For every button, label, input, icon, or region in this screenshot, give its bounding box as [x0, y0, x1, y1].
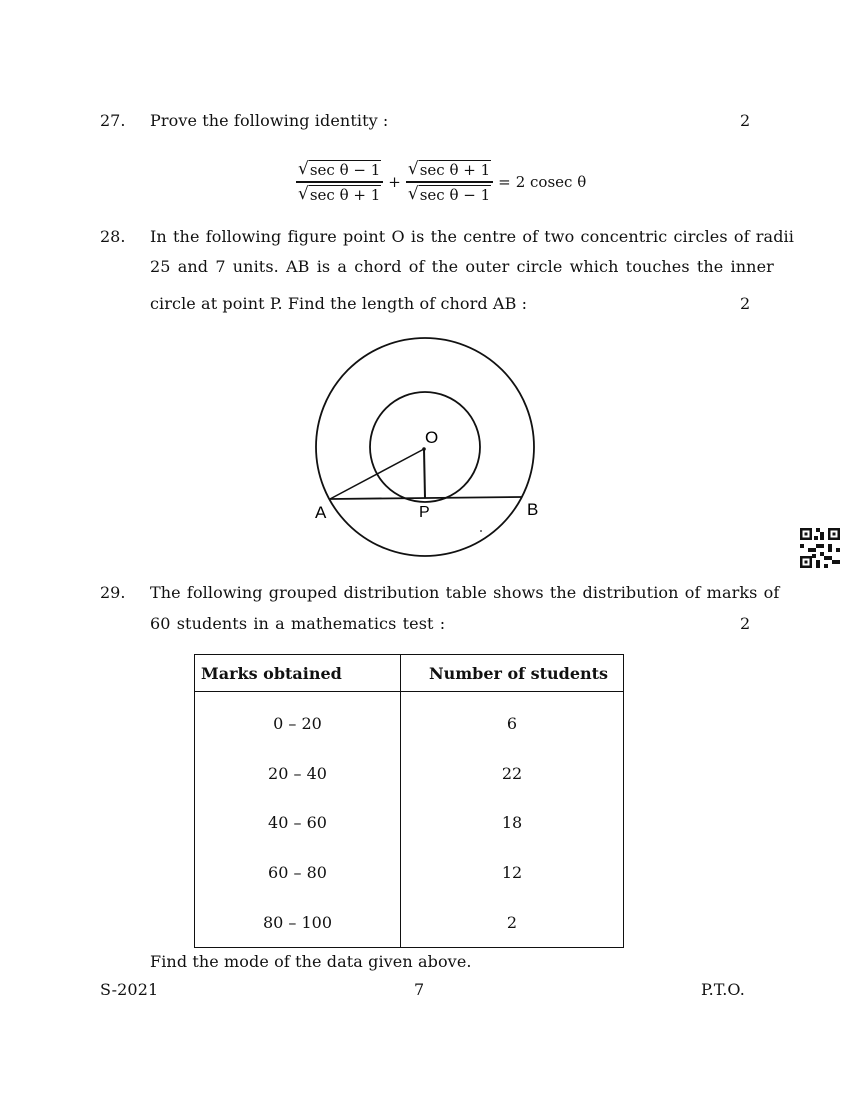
plus-sign: + — [388, 173, 401, 191]
label-p: P — [419, 504, 430, 521]
table-row — [195, 897, 624, 947]
question-number-27: 27. — [100, 111, 126, 130]
class-interval: 40 – 60 — [195, 798, 401, 848]
radius-oa — [330, 449, 424, 499]
question-29-instruction: Find the mode of the data given above. — [150, 952, 472, 971]
question-27-marks: 2 — [740, 111, 751, 130]
label-a: A — [315, 503, 327, 522]
question-28-line-1: In the following figure point O is the centre of two concentric circles of radii — [150, 227, 794, 246]
qr-code-icon — [800, 528, 840, 568]
question-number-28: 28. — [100, 227, 126, 246]
class-interval: 20 – 40 — [195, 749, 401, 799]
question-29-line-2: 60 students in a mathematics test : — [150, 614, 446, 633]
fraction-2-denominator: sec θ − 1 — [419, 185, 491, 204]
label-b: B — [527, 500, 539, 519]
marks-distribution-table — [194, 654, 624, 948]
frequency: 12 — [401, 848, 624, 898]
question-28-line-3: circle at point P. Find the length of chord AB : — [150, 294, 528, 313]
label-o: O — [425, 428, 439, 447]
frequency: 18 — [401, 798, 624, 848]
rhs: 2 cosec θ — [515, 173, 587, 191]
header-marks-obtained: Marks obtained — [195, 655, 401, 692]
outer-circle — [316, 338, 534, 556]
frequency: 22 — [401, 749, 624, 799]
radius-op — [424, 449, 425, 498]
table-row — [195, 798, 624, 848]
fraction-2: √ sec θ + 1 √ sec θ − 1 — [406, 160, 493, 203]
stray-dot — [480, 530, 482, 532]
question-27-text: Prove the following identity : — [150, 111, 389, 130]
class-interval: 60 – 80 — [195, 848, 401, 898]
question-number-29: 29. — [100, 583, 126, 602]
table-header-row — [195, 655, 624, 692]
fraction-1-denominator: sec θ + 1 — [309, 185, 381, 204]
fraction-1: √ sec θ − 1 √ sec θ + 1 — [296, 160, 383, 203]
question-28-line-2: 25 and 7 units. AB is a chord of the outer circle which touches the inner — [150, 257, 774, 276]
class-interval: 80 – 100 — [195, 897, 401, 947]
table-row — [195, 692, 624, 749]
footer-page-number: 7 — [414, 980, 425, 999]
identity-formula — [296, 158, 586, 206]
chord-ab — [330, 497, 522, 499]
question-29-line-1: The following grouped distribution table shows the distribution of marks of — [150, 583, 780, 602]
table-row — [195, 749, 624, 799]
fraction-1-numerator: sec θ − 1 — [309, 161, 381, 180]
table-row — [195, 848, 624, 898]
question-29-marks: 2 — [740, 614, 751, 633]
frequency: 2 — [401, 897, 624, 947]
centre-point — [422, 447, 426, 451]
concentric-circles-figure — [300, 335, 550, 565]
frequency: 6 — [401, 692, 624, 749]
header-number-of-students: Number of students — [401, 655, 624, 692]
footer-paper-code: S-2021 — [100, 980, 159, 999]
fraction-2-numerator: sec θ + 1 — [419, 161, 491, 180]
class-interval: 0 – 20 — [195, 692, 401, 749]
question-28-marks: 2 — [740, 294, 751, 313]
footer-pto: P.T.O. — [701, 980, 745, 999]
equals-sign: = — [498, 173, 511, 191]
